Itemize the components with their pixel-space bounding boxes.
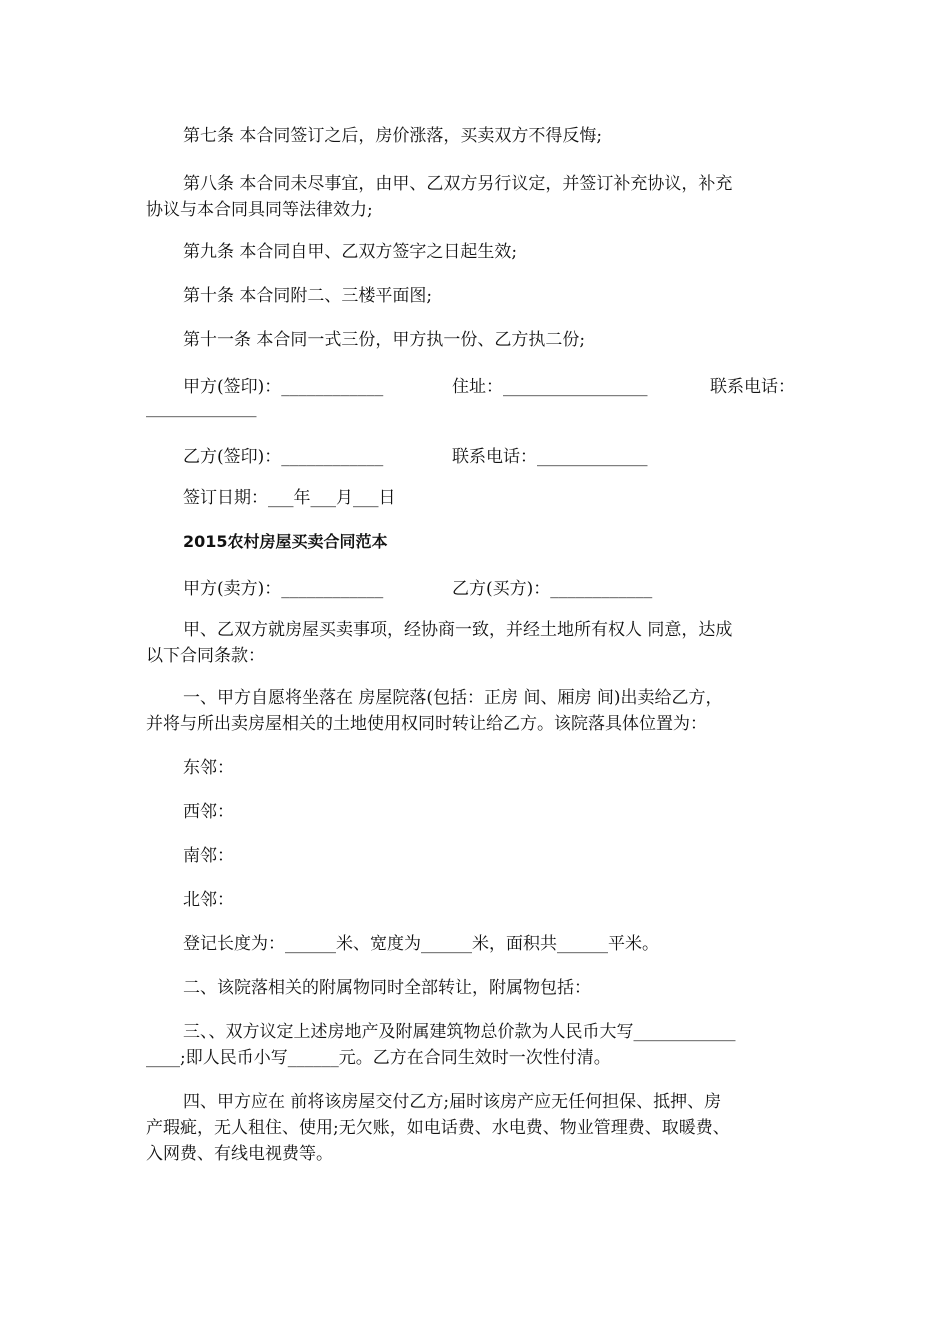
signature-party-b: 乙方(签印)：____________ [183, 447, 384, 467]
article-7: 第七条 本合同签订之后，房价涨落，买卖双方不得反悔; [183, 126, 603, 146]
intro-line-1: 甲、乙双方就房屋买卖事项，经协商一致，并经土地所有权人 同意，达成 [183, 620, 733, 640]
buyer-field: 乙方(买方)：____________ [452, 579, 653, 599]
west-neighbor: 西邻： [183, 802, 234, 822]
signature-party-b-phone: 联系电话：_____________ [452, 447, 648, 467]
signature-phone-label: 联系电话： [710, 377, 795, 397]
article-8-line-2: 协议与本合同具同等法律效力; [146, 200, 373, 220]
east-neighbor: 东邻： [183, 758, 234, 778]
article-10: 第十条 本合同附二、三楼平面图; [183, 286, 433, 306]
dimensions: 登记长度为：______米、宽度为______米，面积共______平米。 [183, 934, 659, 954]
article-8-line-1: 第八条 本合同未尽事宜，由甲、乙双方另行议定，并签订补充协议，补充 [183, 174, 733, 194]
clause-3-line-2: ____;即人民币小写______元。乙方在合同生效时一次性付清。 [146, 1048, 611, 1068]
signature-party-a: 甲方(签印)：____________ [183, 377, 384, 397]
section-title: 2015农村房屋买卖合同范本 [183, 532, 388, 551]
clause-3-line-1: 三、、双方议定上述房地产及附属建筑物总价款为人民币大写____________ [183, 1022, 736, 1042]
clause-4-line-2: 产瑕疵，无人租住、使用;无欠账，如电话费、水电费、物业管理费、取暖费、 [146, 1118, 730, 1138]
clause-2: 二、该院落相关的附属物同时全部转让，附属物包括： [183, 978, 591, 998]
clause-1-line-1: 一、甲方自愿将坐落在 房屋院落(包括：正房 间、厢房 间)出卖给乙方， [183, 688, 723, 708]
intro-line-2: 以下合同条款： [146, 646, 265, 666]
south-neighbor: 南邻： [183, 846, 234, 866]
north-neighbor: 北邻： [183, 890, 234, 910]
signature-phone-blank: _____________ [146, 398, 257, 418]
article-9: 第九条 本合同自甲、乙双方签字之日起生效; [183, 242, 518, 262]
clause-1-line-2: 并将与所出卖房屋相关的土地使用权同时转让给乙方。该院落具体位置为： [146, 714, 707, 734]
signing-date: 签订日期：___年___月___日 [183, 488, 396, 508]
clause-4-line-1: 四、甲方应在 前将该房屋交付乙方;届时该房产应无任何担保、抵押、房 [183, 1092, 722, 1112]
article-11: 第十一条 本合同一式三份，甲方执一份、乙方执二份; [183, 330, 586, 350]
clause-4-line-3: 入网费、有线电视费等。 [146, 1144, 333, 1164]
seller-field: 甲方(卖方)：____________ [183, 579, 384, 599]
signature-address: 住址：_________________ [452, 377, 648, 397]
